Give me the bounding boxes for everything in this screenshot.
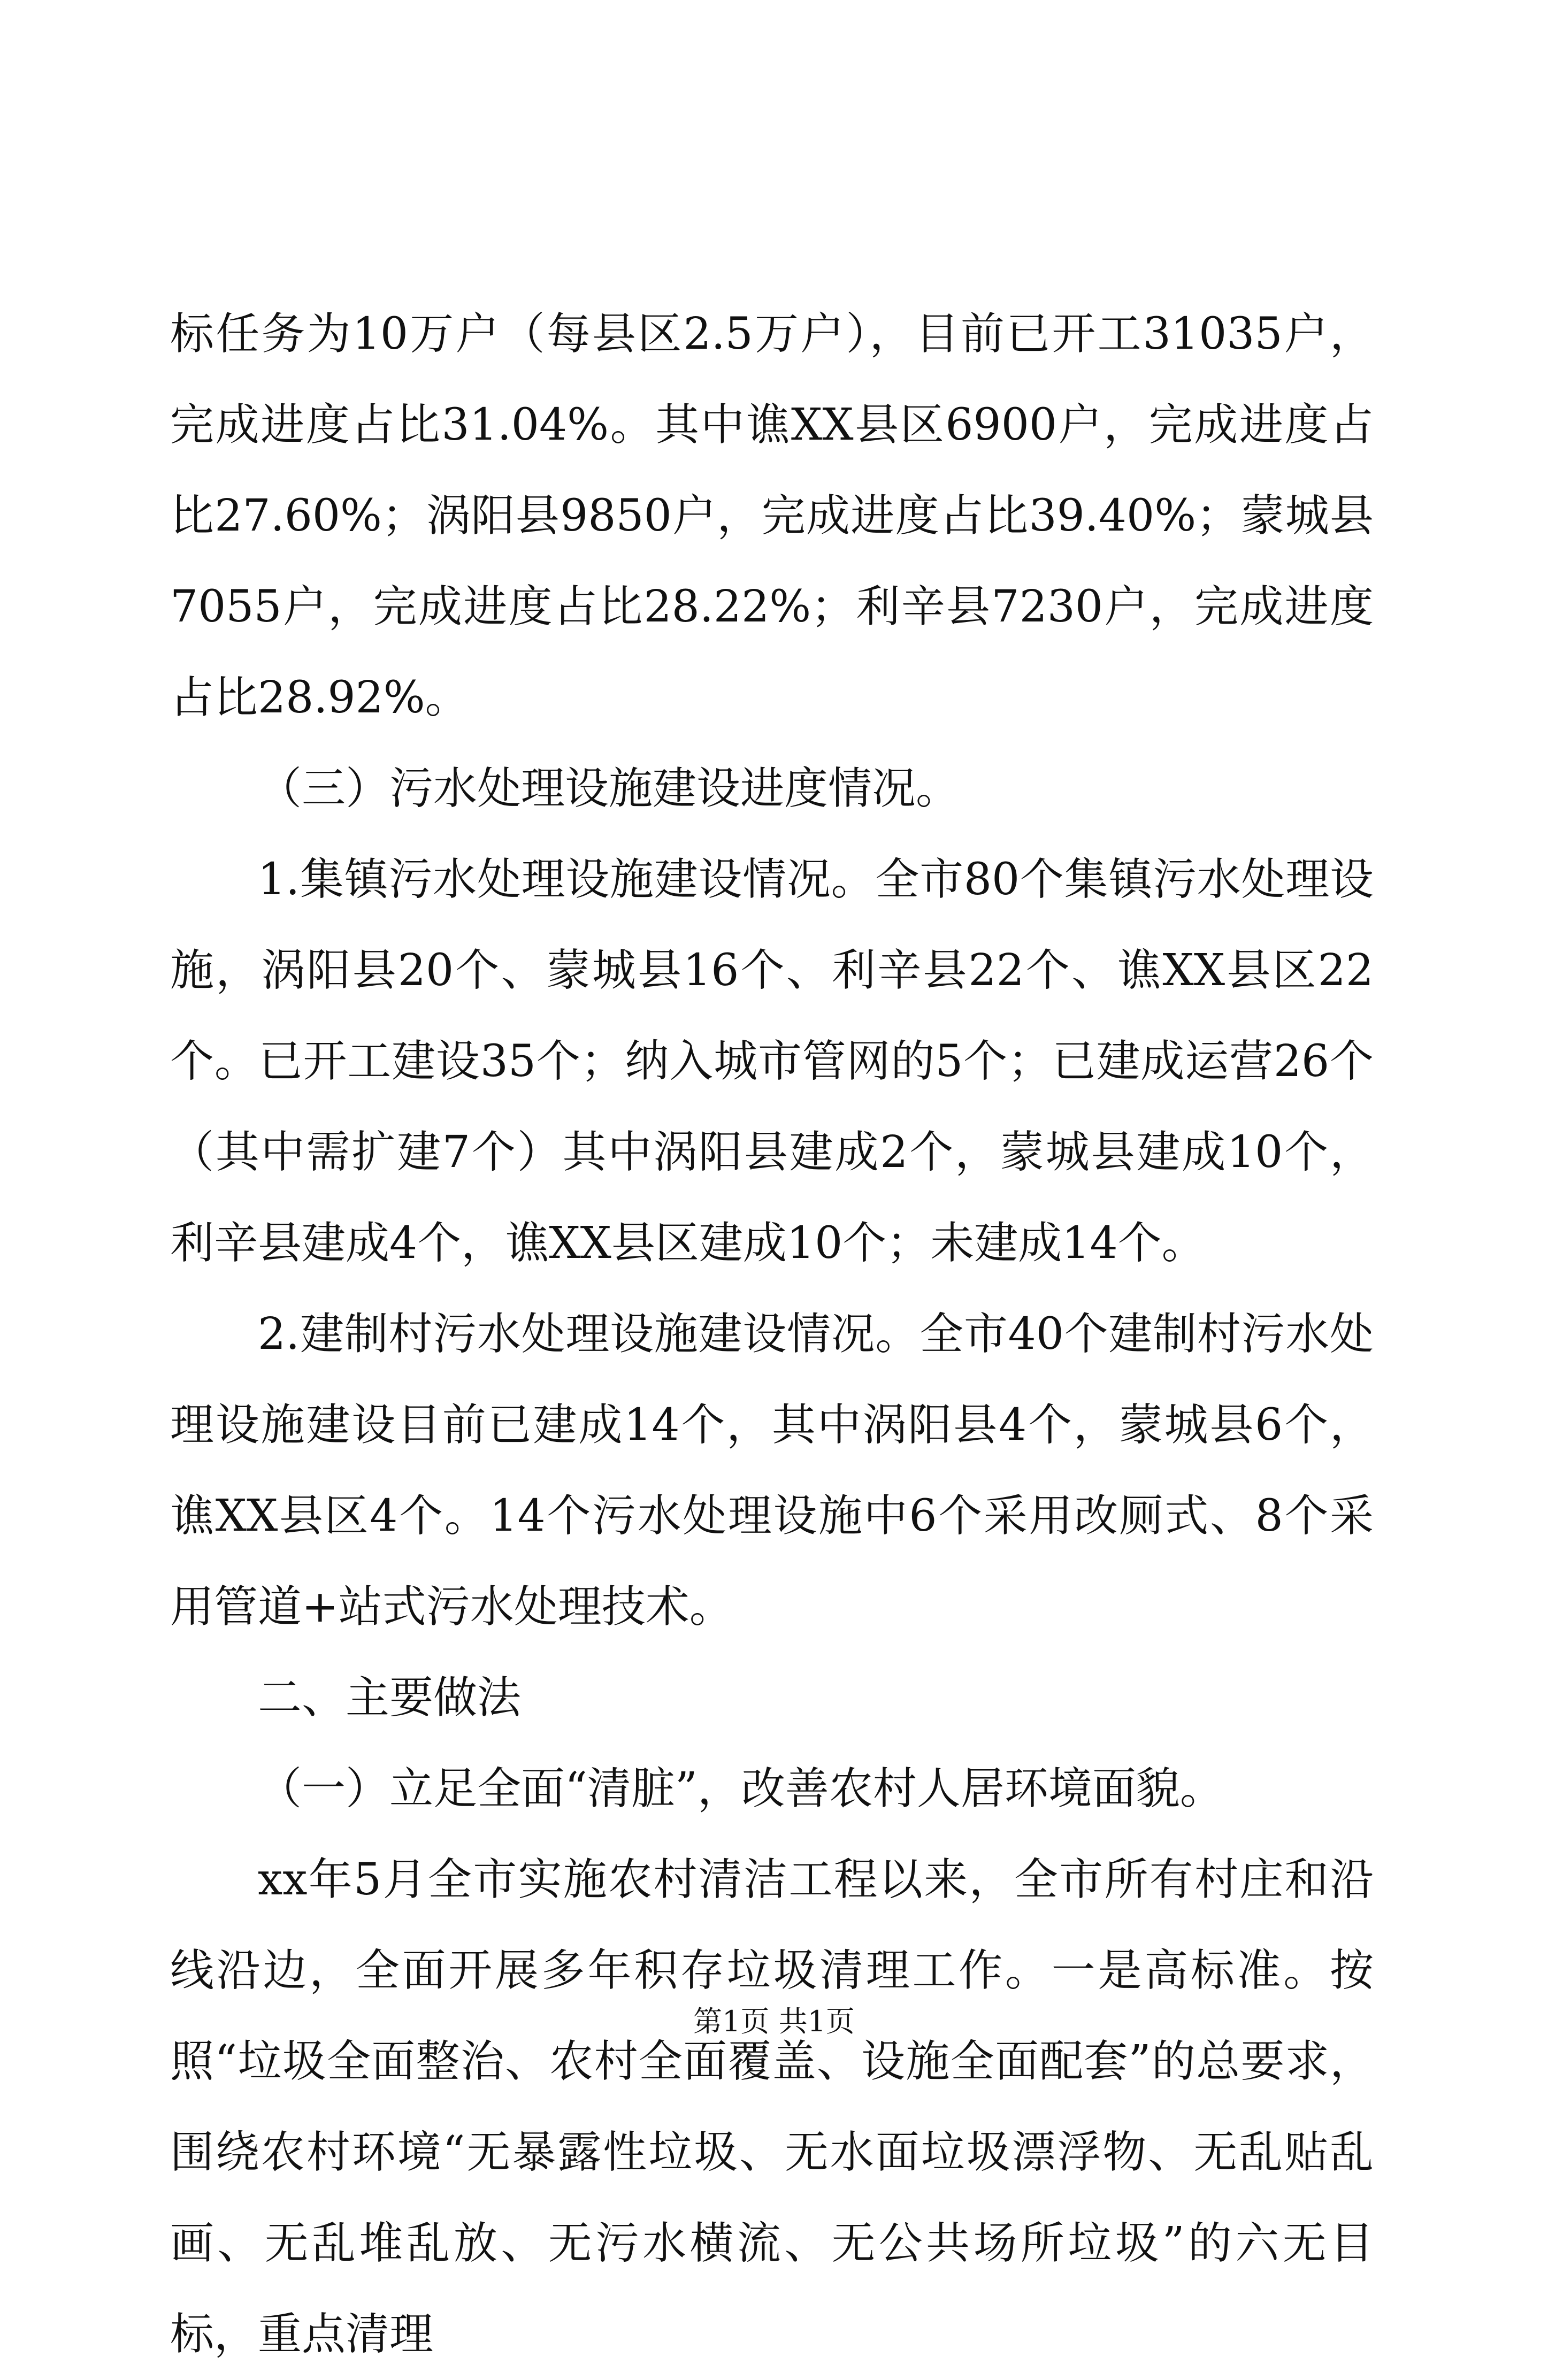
paragraph-2-heading: （三）污水处理设施建设进度情况。 [258,763,960,814]
paragraph-7: xx年5月全市实施农村清洁工程以来，全市所有村庄和沿线沿边，全面开展多年积存垃圾清理工作。一是高标准。按照“垃圾全面整治、农村全面覆盖、设施全面配套”的总要求，围绕农村环境“无暴露性垃圾、无水面垃圾漂浮物、无乱贴乱画、无乱堆乱放、无污水横流、无公共场所垃圾”的六无目标，重点清理 [170,1854,1374,2360]
page-footer: 第1页 共1页 [693,2005,855,2038]
paragraph-5-heading: 二、主要做法 [258,1672,522,1723]
paragraph-3: 1.集镇污水处理设施建设情况。全市80个集镇污水处理设施，涡阳县20个、蒙城县16个、利辛县22个、谯XX县区22个。已开工建设35个；纳入城市管网的5个；已建成运营26个（其中需扩建7个）其中涡阳县建成2个，蒙城县建成10个，利辛县建成4个，谯XX县区建成10个；未建成14个。 [170,854,1374,1269]
paragraph-4: 2.建制村污水处理设施建设情况。全市40个建制村污水处理设施建设目前已建成14个，其中涡阳县4个，蒙城县6个，谯XX县区4个。14个污水处理设施中6个采用改厕式、8个采用管道+站式污水处理技术。 [170,1309,1374,1632]
paragraph-1: 标任务为10万户（每县区2.5万户），目前已开工31035户，完成进度占比31.04%。其中谯XX县区6900户，完成进度占比27.60%；涡阳县9850户，完成进度占比39.40%；蒙城县7055户，完成进度占比28.22%；利辛县7230户，完成进度占比28.92%。 [170,309,1374,723]
paragraph-6-heading: （一）立足全面“清脏”，改善农村人居环境面貌。 [258,1763,1224,1814]
document-body [170,289,1374,2380]
